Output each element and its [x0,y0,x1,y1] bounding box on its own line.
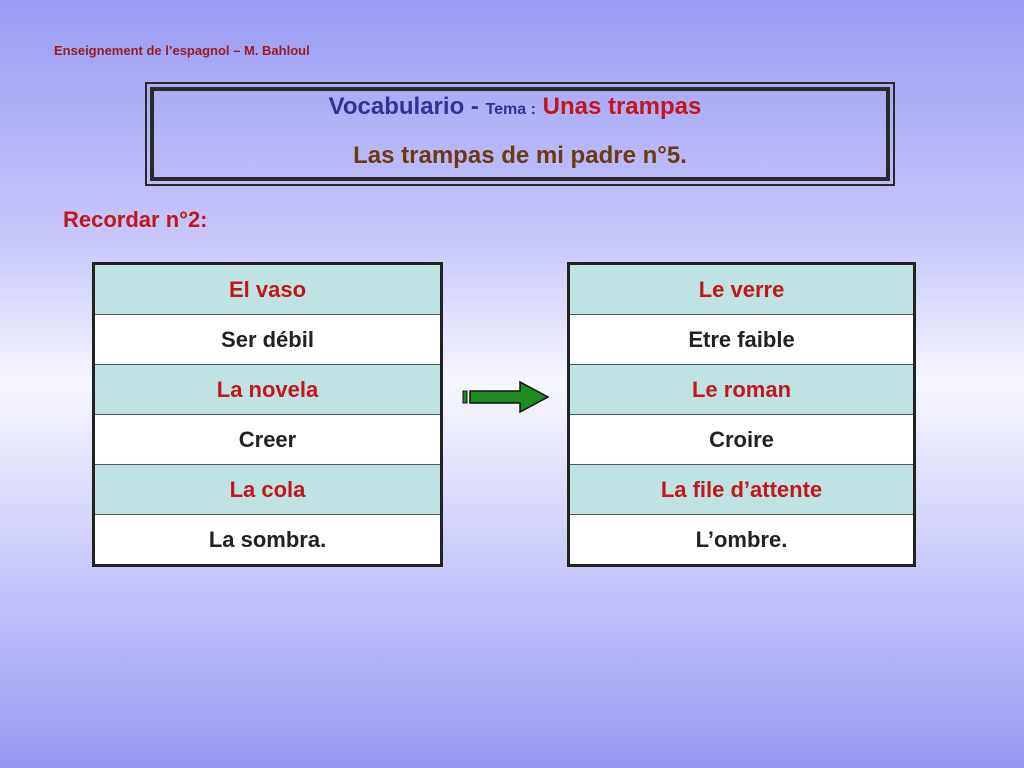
table-row [569,264,915,315]
right-arrow-icon [462,380,550,414]
table-row [94,365,442,415]
french-cell: Croire [569,415,915,465]
table-row [569,515,915,566]
table-row [94,264,442,315]
title-dash: - [464,92,486,120]
spanish-cell: La novela [94,365,442,415]
french-table [567,262,916,567]
table-row [94,515,442,566]
table-row [569,415,915,465]
author-note: Enseignement de l’espagnol – M. Bahloul [54,43,310,58]
title-subtitle: Las trampas de mi padre n°5. [353,141,687,169]
table-row [569,315,915,365]
table-row [569,365,915,415]
french-cell: Le verre [569,264,915,315]
title-topic: Unas trampas [535,92,702,120]
title-line [329,90,702,127]
french-cell: La file d’attente [569,465,915,515]
spanish-cell: Ser débil [94,315,442,365]
title-box [145,82,895,186]
french-cell: Etre faible [569,315,915,365]
spanish-cell: El vaso [94,264,442,315]
spanish-cell: La cola [94,465,442,515]
french-cell: Le roman [569,365,915,415]
spanish-cell: Creer [94,415,442,465]
table-row [94,415,442,465]
spanish-table [92,262,443,567]
title-vocabulario: Vocabulario [328,92,465,120]
title-inner [150,87,890,181]
french-cell: L’ombre. [569,515,915,566]
table-row [94,465,442,515]
spanish-cell: La sombra. [94,515,442,566]
title-tema-label: Tema : [485,100,536,118]
table-row [94,315,442,365]
table-row [569,465,915,515]
section-heading: Recordar n°2: [63,207,208,232]
